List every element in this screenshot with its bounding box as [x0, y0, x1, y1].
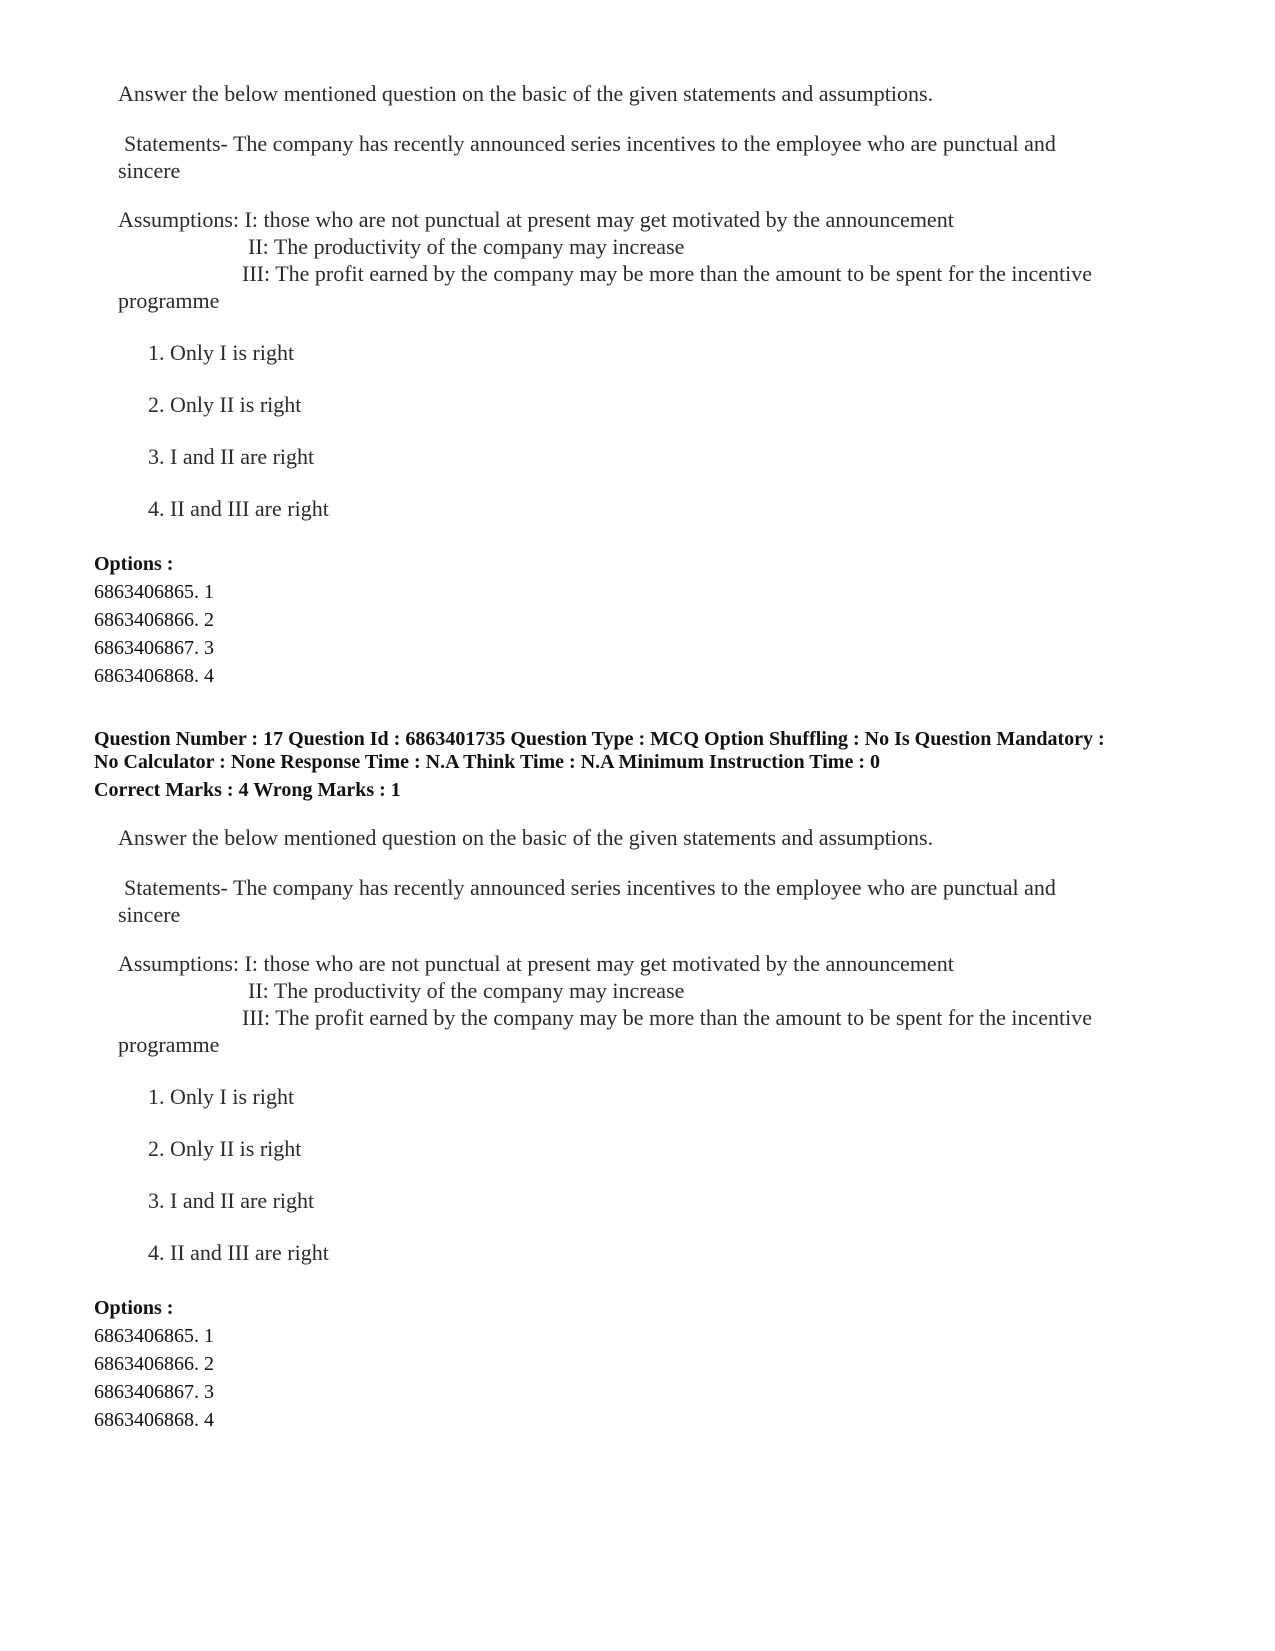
option-row: 6863406866. 2: [94, 609, 214, 631]
answer-choice: 1. Only I is right: [148, 1084, 295, 1109]
options-label: Options :: [94, 1297, 174, 1319]
answer-choice: 3. I and II are right: [148, 1188, 315, 1213]
answer-choice: 4. II and III are right: [148, 1240, 329, 1265]
question-header-line: No Calculator : None Response Time : N.A Think Time : N.A Minimum Instruction Time : 0: [94, 751, 880, 773]
assumption-3-cont: programme: [118, 1032, 220, 1057]
question-statement-cont: sincere: [118, 158, 181, 183]
assumption-1: Assumptions: I: those who are not punctual at present may get motivated by the announcement: [118, 207, 954, 232]
options-label: Options :: [94, 553, 174, 575]
answer-choice: 2. Only II is right: [148, 392, 302, 417]
answer-choice: 1. Only I is right: [148, 340, 295, 365]
assumption-3: III: The profit earned by the company may be more than the amount to be spent for the incentive: [242, 1005, 1092, 1030]
assumption-2: II: The productivity of the company may increase: [248, 978, 685, 1003]
question-marks: Correct Marks : 4 Wrong Marks : 1: [94, 779, 401, 801]
question-intro: Answer the below mentioned question on the basic of the given statements and assumptions.: [118, 81, 934, 106]
answer-choice: 2. Only II is right: [148, 1136, 302, 1161]
option-row: 6863406867. 3: [94, 1381, 214, 1403]
assumption-3-cont: programme: [118, 288, 220, 313]
option-row: 6863406866. 2: [94, 1353, 214, 1375]
option-row: 6863406868. 4: [94, 665, 214, 687]
assumption-2: II: The productivity of the company may increase: [248, 234, 685, 259]
option-row: 6863406867. 3: [94, 637, 214, 659]
assumption-3: III: The profit earned by the company may be more than the amount to be spent for the incentive: [242, 261, 1092, 286]
option-row: 6863406865. 1: [94, 581, 214, 603]
option-row: 6863406865. 1: [94, 1325, 214, 1347]
question-statement-cont: sincere: [118, 902, 181, 927]
question-statement: Statements- The company has recently announced series incentives to the employee who are punctual and: [124, 131, 1056, 156]
answer-choice: 4. II and III are right: [148, 496, 329, 521]
question-header-line: Question Number : 17 Question Id : 6863401735 Question Type : MCQ Option Shuffling : No Is Question Mandatory :: [94, 728, 1105, 750]
answer-choice: 3. I and II are right: [148, 444, 315, 469]
question-intro: Answer the below mentioned question on the basic of the given statements and assumptions.: [118, 825, 934, 850]
option-row: 6863406868. 4: [94, 1409, 214, 1431]
assumption-1: Assumptions: I: those who are not punctual at present may get motivated by the announcement: [118, 951, 954, 976]
question-statement: Statements- The company has recently announced series incentives to the employee who are punctual and: [124, 875, 1056, 900]
